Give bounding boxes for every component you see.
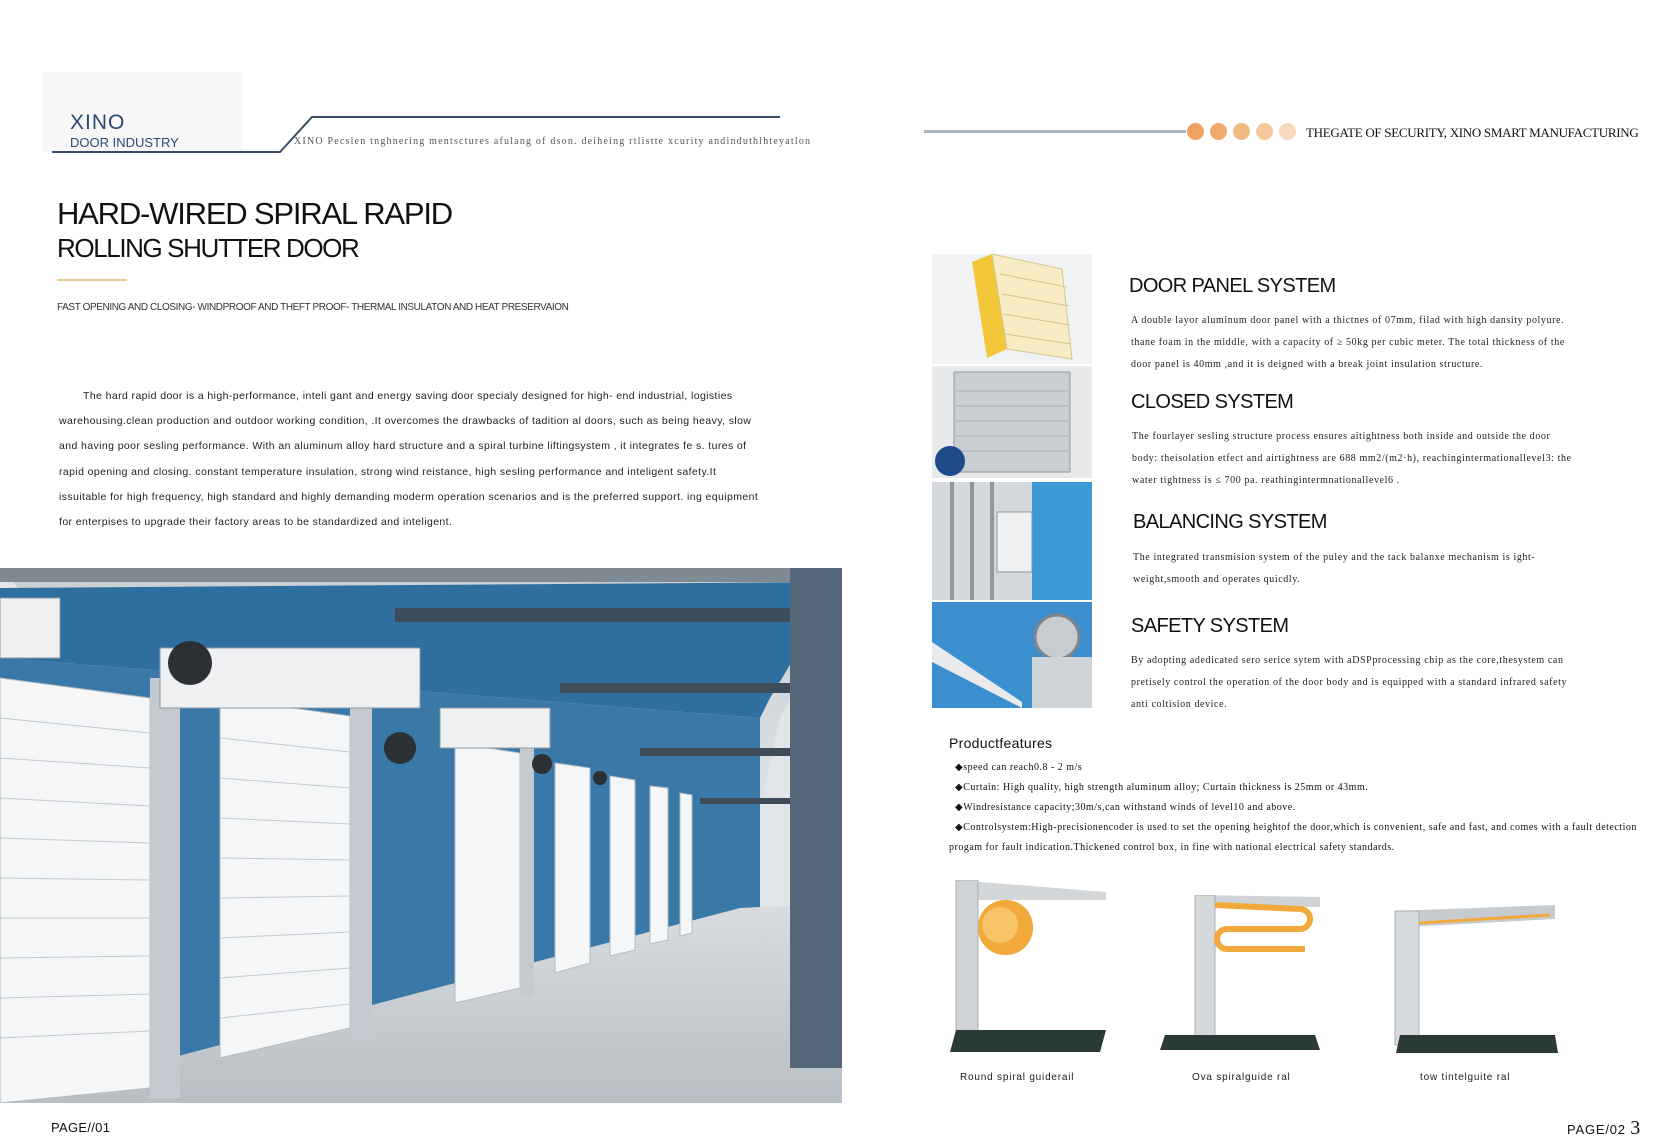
door-panel-system-body: A double layor aluminum door panel with a thictnes of 07mm, filad with high dansity polyure. thane foam in the middle, with a capacity of ≥ 50kg per cubic meter. The total thickness of the door panel is 40mm ,and it is deigned with a break joint insulation structure. bbox=[1131, 315, 1565, 370]
tow-lintel-rail-illustration bbox=[1380, 905, 1560, 1055]
brand-subtitle: DOOR INDUSTRY bbox=[70, 135, 179, 150]
safety-system-body: By adopting adedicated sero serice sytem with aDSPprocessing chip as the core,thesystem can pretisely control the operation of the door body and is equipped with a standard infrared safety anti coltision device. bbox=[1131, 655, 1568, 710]
safety-system-thumbnail bbox=[932, 602, 1092, 708]
page-number-left: PAGE//01 bbox=[51, 1120, 111, 1135]
door-panel-thumbnail bbox=[932, 254, 1092, 364]
closed-system-thumbnail bbox=[932, 366, 1092, 478]
round-spiral-rail-label: Round spiral guiderail bbox=[960, 1072, 1075, 1083]
header-dots bbox=[1187, 123, 1296, 140]
balancing-system-body: The integrated transmision system of the puley and the tack balanxe mechanism is ight-weight,smooth and operates quicdly. bbox=[1133, 552, 1536, 585]
tagline: FAST OPENING AND CLOSING- WINDPROOF AND THEFT PROOF- THERMAL INSULATON AND HEAT PRESERVAION bbox=[57, 302, 569, 313]
header-dot bbox=[1256, 123, 1273, 140]
round-spiral-rail-illustration bbox=[950, 880, 1115, 1055]
header-dot bbox=[1279, 123, 1296, 140]
balancing-system-thumbnail bbox=[932, 482, 1092, 600]
brand-name: XINO bbox=[70, 111, 126, 134]
page-number-right-digit: 3 bbox=[1630, 1117, 1642, 1139]
feature-item: ◆Windresistance capacity;30m/s,can withstand winds of level10 and above. bbox=[955, 802, 1296, 813]
intro-paragraph bbox=[59, 384, 764, 535]
product-features-title: Productfeatures bbox=[949, 735, 1053, 751]
intro-text: The hard rapid door is a high-performance, inteli gant and energy saving door specialy designed for high- end industrial, logisties warehousing.clean production and outdoor working condition, .It overcomes the drawbacks of tadition al doors, such as being heavy, slow and having poor sesling performance. With an aluminum alloy hard structure and a spiral turbine liftingsystem , it integrates fe s. tures of rapid opening and closing. constant temperature insulation, strong wind reistance, high sesling performance and inteligent safety.It issuitable for high frequency, high standard and highly demanding moderm operation scenarios and is the preferred support. ing equipment for enterpises to upgrade their factory areas to be standardized and inteligent. bbox=[59, 390, 759, 529]
safety-system-title: SAFETY SYSTEM bbox=[1131, 615, 1289, 637]
header-dot bbox=[1210, 123, 1227, 140]
header-slogan-left: XINO Pecslen tnghnering mentsctures afulang of dson. deiheing rtlistte xcurity andinduthlhteyatlon bbox=[294, 136, 812, 147]
balancing-system-title: BALANCING SYSTEM bbox=[1133, 511, 1327, 533]
closed-system-title: CLOSED SYSTEM bbox=[1131, 391, 1294, 413]
feature-item: ◆speed can reach0.8 - 2 m/s bbox=[955, 762, 1083, 773]
door-panel-system-title: DOOR PANEL SYSTEM bbox=[1129, 275, 1336, 297]
brand-logo bbox=[70, 112, 179, 150]
page-number-right-label: PAGE/02 bbox=[1567, 1122, 1626, 1137]
warehouse-photo bbox=[0, 568, 842, 1103]
tow-lintel-rail-label: tow tintelguite ral bbox=[1420, 1072, 1511, 1083]
page-title-line1: HARD-WIRED SPIRAL RAPID bbox=[57, 196, 452, 231]
page-title bbox=[57, 198, 452, 264]
header-slogan-right: THEGATE OF SECURITY, XINO SMART MANUFACTURING bbox=[1306, 125, 1639, 140]
oval-spiral-rail-illustration bbox=[1155, 895, 1325, 1055]
header-dot bbox=[1233, 123, 1250, 140]
page-number-right bbox=[1567, 1117, 1641, 1140]
oval-spiral-rail-label: Ova spiralguide ral bbox=[1192, 1072, 1291, 1083]
closed-system-body: The fourlayer sesling structure process ensures aitightness both inside and outside the door body: theisolation etfect and airtightness are 688 mm2/(m2·h), reachingintermationallevel3: the water tightness is ≤ 700 pa. reathingintermnationallevel6 . bbox=[1132, 431, 1572, 486]
page-title-line2: ROLLING SHUTTER DOOR bbox=[57, 233, 359, 263]
feature-item: ◆Curtain: High quality, high strength aluminum alloy; Curtain thickness is 25mm or 43mm. bbox=[955, 782, 1369, 793]
header-dot bbox=[1187, 123, 1204, 140]
product-features-list bbox=[949, 758, 1649, 858]
feature-item: ◆Controlsystem:High-precisionencoder is used to set the opening heightof the door,which is convenient, safe and fast, and comes with a fault detection progam for fault indication.Thickened control box, in fine with national electrical safety standards. bbox=[949, 822, 1637, 853]
title-accent-line bbox=[57, 279, 127, 281]
header-right-line bbox=[924, 130, 1186, 133]
